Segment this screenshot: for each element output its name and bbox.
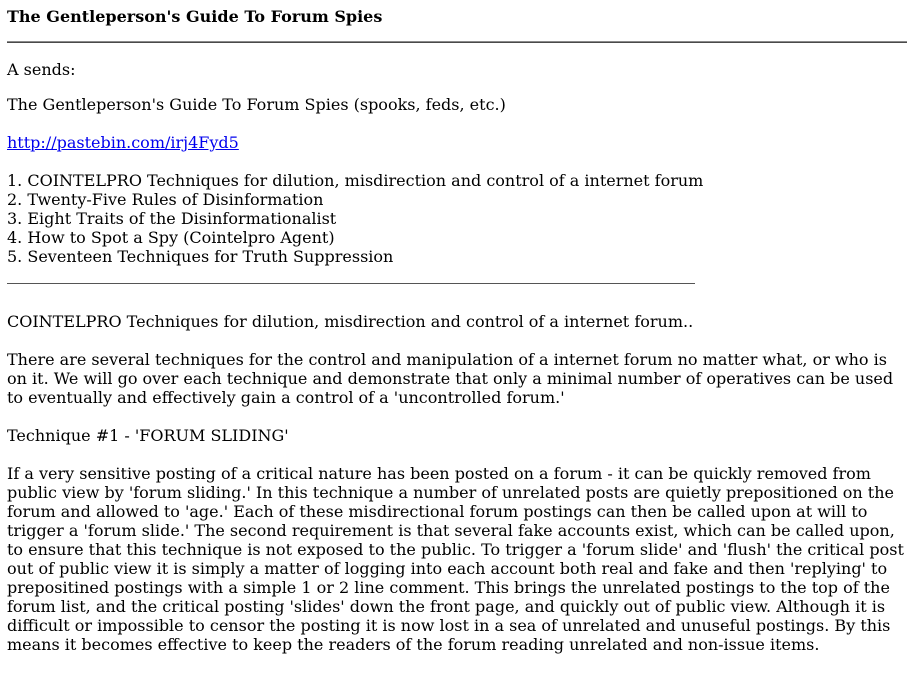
technique-title: Technique #1 - 'FORUM SLIDING' bbox=[7, 426, 289, 445]
title-divider bbox=[7, 41, 907, 43]
technique-line: out of public view it is simply a matter of logging into each account both real and fake and then 'replying' to bbox=[7, 559, 888, 578]
toc-item: 4. How to Spot a Spy (Cointelpro Agent) bbox=[7, 228, 335, 247]
post-heading: The Gentleperson's Guide To Forum Spies (spooks, feds, etc.) bbox=[7, 95, 506, 114]
toc-item: 1. COINTELPRO Techniques for dilution, misdirection and control of a internet forum bbox=[7, 171, 704, 190]
technique-line: prepositined postings with a simple 1 or 2 line comment. This brings the unrelated postings to the top of the bbox=[7, 578, 890, 597]
section-title: COINTELPRO Techniques for dilution, misdirection and control of a internet forum.. bbox=[7, 312, 694, 331]
technique-line: If a very sensitive posting of a critical nature has been posted on a forum - it can be quickly removed from bbox=[7, 464, 871, 483]
technique-line: means it becomes effective to keep the readers of the forum reading unrelated and non-issue items. bbox=[7, 635, 820, 654]
technique-line: forum and allowed to 'age.' Each of these misdirectional forum postings can then be called upon at will to bbox=[7, 502, 868, 521]
technique-line: forum list, and the critical posting 'slides' down the front page, and quickly out of public view. Although it is bbox=[7, 597, 886, 616]
toc-item: 3. Eight Traits of the Disinformationalist bbox=[7, 209, 337, 228]
intro-line: There are several techniques for the control and manipulation of a internet forum no matter what, or who is bbox=[7, 350, 887, 369]
technique-line: difficult or impossible to censor the posting it is now lost in a sea of unrelated and unuseful postings. By this bbox=[7, 616, 891, 635]
technique-line: public view by 'forum sliding.' In this technique a number of unrelated posts are quietly prepositioned on the bbox=[7, 483, 895, 502]
intro-line: to eventually and effectively gain a control of a 'uncontrolled forum.' bbox=[7, 388, 565, 407]
intro-line: on it. We will go over each technique and demonstrate that only a minimal number of operatives can be used bbox=[7, 369, 894, 388]
toc-item: 2. Twenty-Five Rules of Disinformation bbox=[7, 190, 324, 209]
toc-item: 5. Seventeen Techniques for Truth Suppression bbox=[7, 247, 394, 266]
post-body bbox=[7, 95, 907, 654]
pastebin-link[interactable]: http://pastebin.com/irj4Fyd5 bbox=[7, 133, 239, 152]
technique-line: trigger a 'forum slide.' The second requirement is that several fake accounts exist, which can be called upon, bbox=[7, 521, 895, 540]
sender-line: A sends: bbox=[7, 60, 76, 79]
technique-line: to ensure that this technique is not exposed to the public. To trigger a 'forum slide' and 'flush' the critical post bbox=[7, 540, 904, 559]
page-title: The Gentleperson's Guide To Forum Spies bbox=[7, 7, 383, 26]
